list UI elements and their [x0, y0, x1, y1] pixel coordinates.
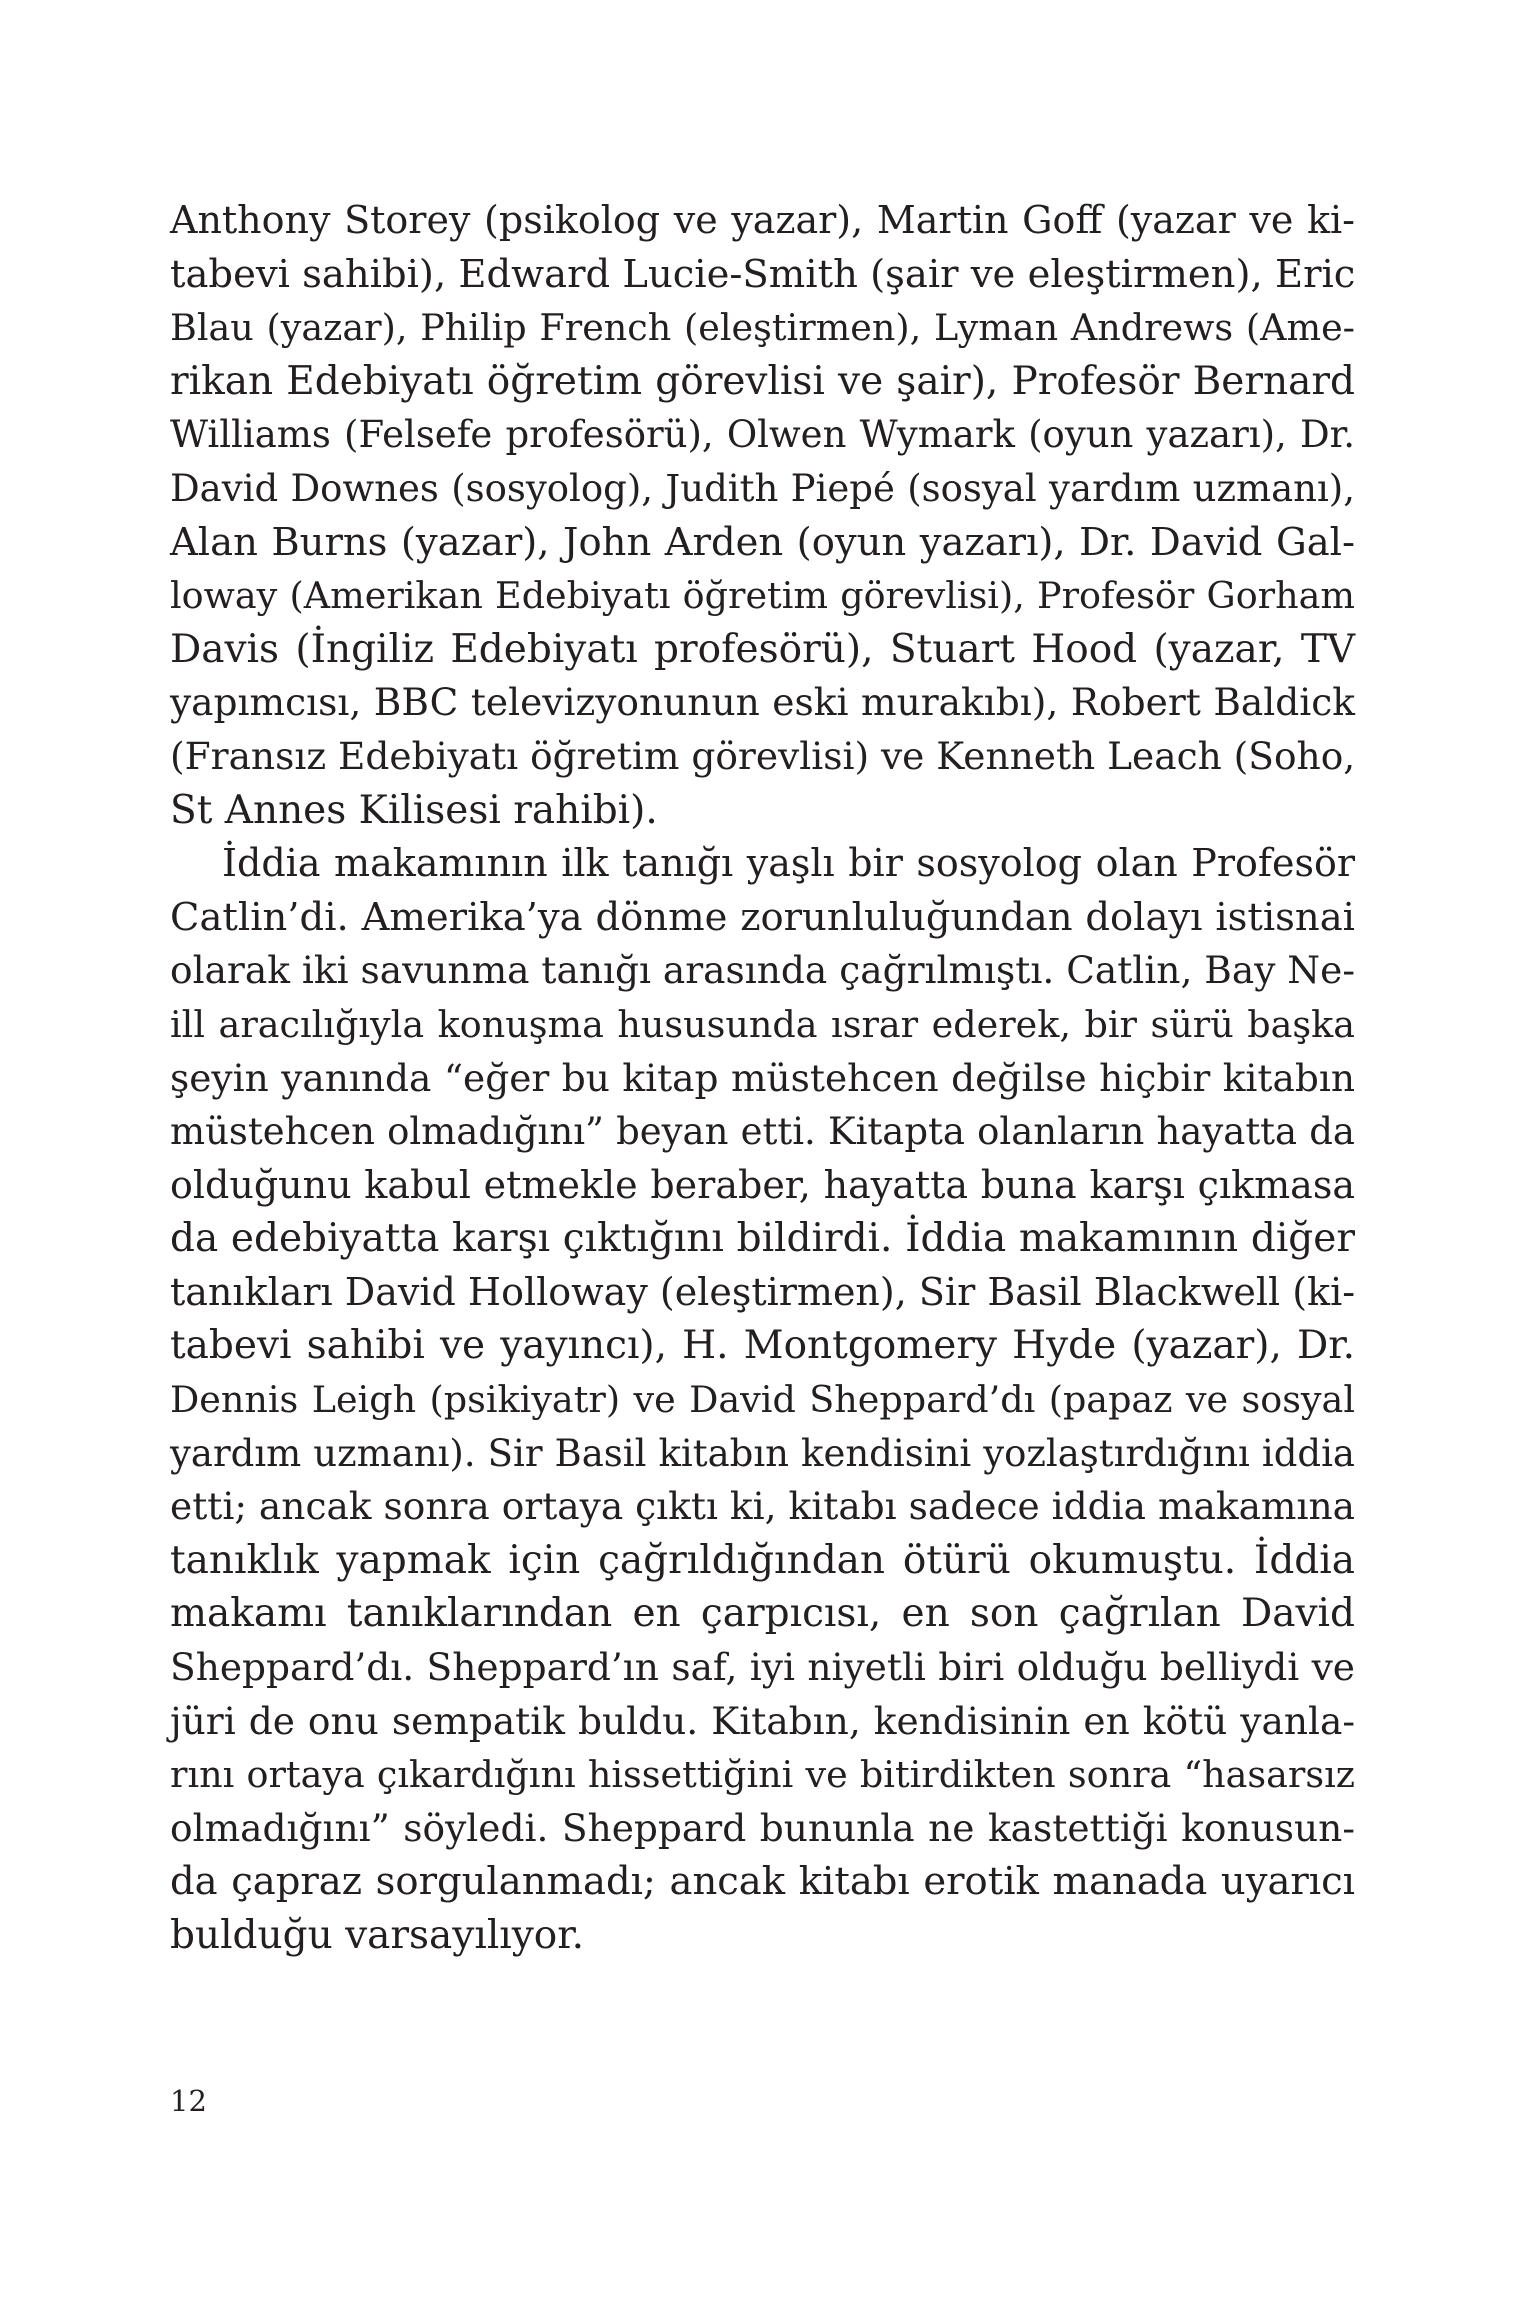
text-line: Alan Burns (yazar), John Arden (oyun yazarı), Dr. David Gal- — [170, 519, 1355, 565]
text-line: loway (Amerikan Edebiyatı öğretim görevlisi), Profesör Gorham — [170, 574, 1355, 618]
text-line: Blau (yazar), Philip French (eleştirmen), Lyman Andrews (Ame- — [170, 306, 1355, 350]
text-line: St Annes Kilisesi rahibi). — [170, 787, 658, 833]
text-line: olmadığını” söyledi. Sheppard bununla ne kastettiği konusun- — [170, 1805, 1355, 1850]
text-line: (Fransız Edebiyatı öğretim görevlisi) ve Kenneth Leach (Soho, — [170, 733, 1356, 778]
text-line: Anthony Storey (psikolog ve yazar), Martin Goff (yazar ve ki- — [170, 198, 1355, 242]
text-line: makamı tanıklarından en çarpıcısı, en son çağrılan David — [170, 1591, 1355, 1637]
text-line: tabevi sahibi ve yayıncı), H. Montgomery Hyde (yazar), Dr. — [170, 1323, 1355, 1369]
text-line: ill aracılığıyla konuşma hususunda ısrar ederek, bir sürü başka — [170, 1002, 1355, 1046]
text-line: Dennis Leigh (psikiyatr) ve David Sheppard’dı (papaz ve sosyal — [170, 1378, 1355, 1422]
body-text — [170, 194, 1355, 1963]
text-line: olduğunu kabul etmekle beraber, hayatta buna karşı çıkmasa — [170, 1162, 1355, 1207]
paragraph — [170, 837, 1355, 1962]
text-line: tabevi sahibi), Edward Lucie-Smith (şair ve eleştirmen), Eric — [170, 251, 1356, 297]
text-line: tanıklık yapmak için çağrıldığından ötürü okumuştu. İddia — [170, 1537, 1355, 1583]
text-line: olarak iki savunma tanığı arasında çağrılmıştı. Catlin, Bay Ne- — [170, 948, 1355, 993]
text-line: Sheppard’dı. Sheppard’ın saf, iyi niyetli biri olduğu belliydi ve — [170, 1645, 1355, 1690]
text-line: yardım uzmanı). Sir Basil kitabın kendisini yozlaştırdığını iddia — [170, 1431, 1355, 1475]
text-line: Catlin’di. Amerika’ya dönme zorunluluğundan dolayı istisnai — [170, 894, 1355, 940]
text-line: yapımcısı, BBC televizyonunun eski murakıbı), Robert Baldick — [170, 680, 1355, 725]
text-line: rikan Edebiyatı öğretim görevlisi ve şair), Profesör Bernard — [170, 358, 1355, 404]
text-line: da çapraz sorgulanmadı; ancak kitabı erotik manada uyarıcı — [170, 1859, 1355, 1905]
text-line: jüri de onu sempatik buldu. Kitabın, kendisinin en kötü yanla- — [170, 1698, 1355, 1743]
text-line: bulduğu varsayılıyor. — [170, 1913, 585, 1958]
text-line: David Downes (sosyolog), Judith Piepé (sosyal yardım uzmanı), — [170, 466, 1355, 510]
text-line: rını ortaya çıkardığını hissettiğini ve bitirdikten sonra “hasarsız — [170, 1753, 1355, 1797]
text-line: etti; ancak sonra ortaya çıktı ki, kitabı sadece iddia makamına — [170, 1484, 1355, 1529]
text-line: da edebiyatta karşı çıktığını bildirdi. İddia makamının diğer — [170, 1216, 1355, 1262]
text-line: şeyin yanında “eğer bu kitap müstehcen değilse hiçbir kitabın — [170, 1055, 1355, 1100]
text-line: tanıkları David Holloway (eleştirmen), Sir Basil Blackwell (ki- — [170, 1269, 1356, 1314]
text-line: İddia makamının ilk tanığı yaşlı bir sosyolog olan Profesör — [222, 841, 1355, 886]
text-line: müstehcen olmadığını” beyan etti. Kitapta olanların hayatta da — [170, 1110, 1355, 1154]
page-number: 12 — [170, 2084, 207, 2118]
text-line: Davis (İngiliz Edebiyatı profesörü), Stuart Hood (yazar, TV — [170, 626, 1355, 672]
text-line: Williams (Felsefe profesörü), Olwen Wymark (oyun yazarı), Dr. — [170, 413, 1355, 457]
paragraph — [170, 194, 1355, 837]
